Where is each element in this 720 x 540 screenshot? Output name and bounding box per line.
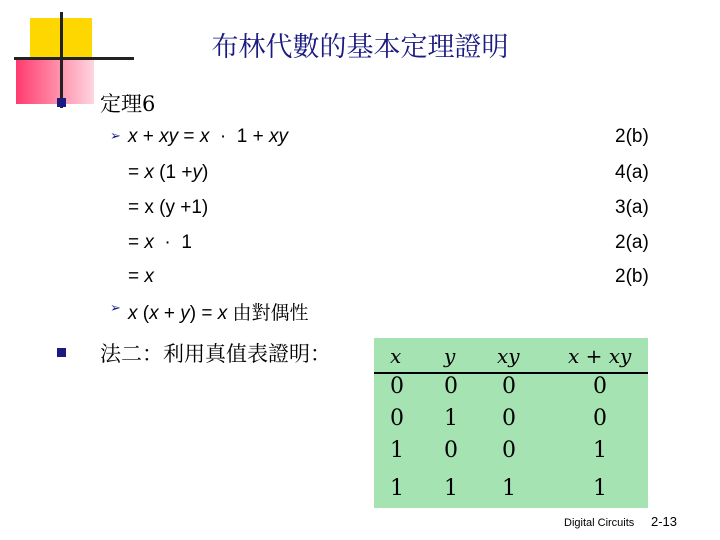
table-cell: 0 (502, 406, 516, 431)
table-cell: 1 (444, 476, 458, 501)
table-cell: 1 (502, 476, 516, 501)
bullet-square-icon (57, 348, 66, 357)
proof-line: = x (y +1) (128, 197, 209, 218)
footer-course: Digital Circuits (564, 517, 635, 529)
table-cell: 1 (444, 406, 458, 431)
reference-label: 4(a) (615, 162, 649, 183)
table-cell: 0 (390, 374, 404, 399)
slide-title: 布林代數的基本定理證明 (211, 32, 509, 63)
reference-label: 3(a) (615, 197, 649, 218)
table-cell: 0 (444, 438, 458, 463)
table-header: xy (497, 344, 520, 368)
theorem-heading: 定理6 (100, 92, 156, 116)
truth-table-heading: 法二：利用真值表證明： (100, 342, 331, 366)
table-header: x + xy (568, 344, 632, 368)
table-cell: 1 (593, 476, 607, 501)
decor-pink-block (16, 60, 94, 104)
reference-label: 2(b) (615, 126, 649, 147)
table-cell: 1 (390, 438, 404, 463)
proof-line: = x · 1 (128, 232, 192, 253)
arrow-bullet-icon: ➢ (110, 129, 121, 144)
table-header: y (444, 344, 456, 368)
table-cell: 0 (593, 374, 607, 399)
table-cell: 0 (593, 406, 607, 431)
proof-line: x + xy = x · 1 + xy (128, 126, 288, 147)
dual-line: x (x + y) = x 由對偶性 (128, 303, 309, 324)
table-cell: 1 (390, 476, 404, 501)
arrow-bullet-icon: ➢ (110, 301, 121, 316)
table-cell: 1 (593, 438, 607, 463)
proof-line: = x (128, 266, 154, 287)
table-cell: 0 (502, 374, 516, 399)
table-header: x (390, 344, 402, 368)
reference-label: 2(a) (615, 232, 649, 253)
proof-line: = x (1 +y) (128, 162, 209, 183)
reference-label: 2(b) (615, 266, 649, 287)
bullet-square-icon (57, 98, 66, 107)
table-cell: 0 (444, 374, 458, 399)
table-cell: 0 (390, 406, 404, 431)
table-cell: 0 (502, 438, 516, 463)
page-number: 2-13 (651, 514, 678, 529)
